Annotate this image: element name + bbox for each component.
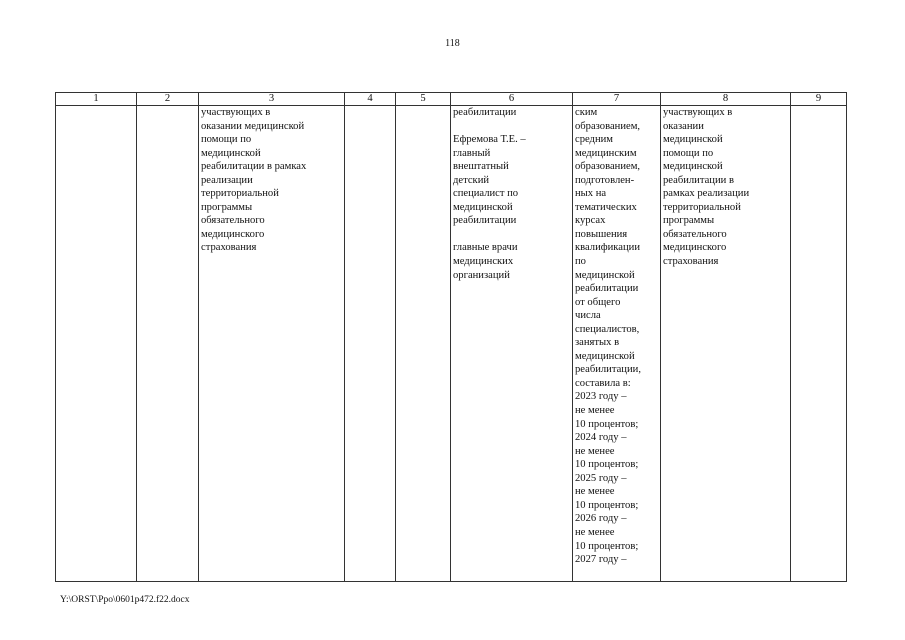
column-header: 7 — [573, 93, 661, 106]
column-header: 2 — [137, 93, 199, 106]
table-header-row — [56, 93, 847, 106]
column-header: 1 — [56, 93, 137, 106]
column-header: 8 — [661, 93, 791, 106]
page-number: 118 — [445, 38, 460, 49]
column-header: 9 — [791, 93, 847, 106]
file-path-footer: Y:\ORST\Ppo\0601p472.f22.docx — [60, 595, 190, 605]
cell-col9 — [791, 106, 847, 582]
column-header: 4 — [345, 93, 396, 106]
cell-col2 — [137, 106, 199, 582]
cell-col3: участвующих в оказании медицинской помощи по медицинской реабилитации в рамках реализации территориальной программы обязательного медицинского страхования — [199, 106, 345, 582]
column-header: 5 — [396, 93, 451, 106]
document-table — [55, 92, 847, 582]
column-header: 3 — [199, 93, 345, 106]
cell-col7: ским образованием, средним медицинским образованием, подготовлен- ных на тематических курсах повышения квалификации по медицинской реабилитации от общего числа специалистов, занятых в медицинской реабилитации, составила в: 2023 году – не менее 10 процентов; 2024 году – не менее 10 процентов; 2025 году – не менее 10 процентов; 2026 году – не менее 10 процентов; 2027 году – — [573, 106, 661, 582]
cell-col4 — [345, 106, 396, 582]
cell-col5 — [396, 106, 451, 582]
table-row — [56, 106, 847, 582]
cell-col1 — [56, 106, 137, 582]
column-header: 6 — [451, 93, 573, 106]
cell-col6: реабилитации Ефремова Т.Е. – главный внештатный детский специалист по медицинской реабилитации главные врачи медицинских организаций — [451, 106, 573, 582]
cell-col8: участвующих в оказании медицинской помощи по медицинской реабилитации в рамках реализации территориальной программы обязательного медицинского страхования — [661, 106, 791, 582]
